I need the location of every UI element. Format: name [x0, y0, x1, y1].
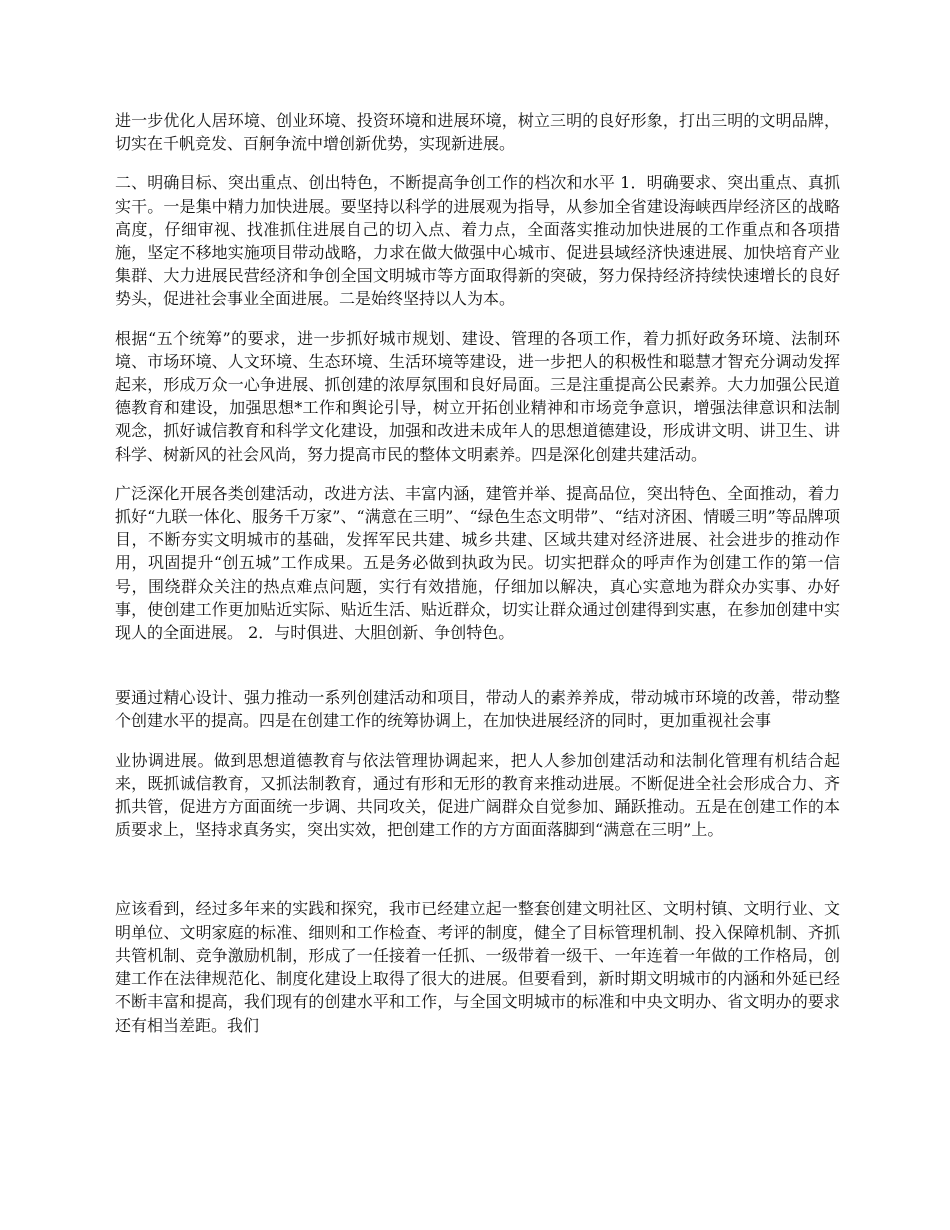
paragraph-6: 业协调进展。做到思想道德教育与依法管理协调起来，把人人参加创建活动和法制化管理有机结合起来，既抓诚信教育，又抓法制教育，通过有形和无形的教育来推动进展。不断促进全社会形成合力、齐抓共管，促进方方面面统一步调、共同攻关，促进广阔群众自觉参加、踊跃推动。五是在创建工作的本质要求上，坚持求真务实，突出实效，把创建工作的方方面面落脚到“满意在三明”上。 [115, 750, 840, 840]
paragraph-1: 进一步优化人居环境、创业环境、投资环境和进展环境，树立三明的良好形象，打出三明的文明品牌，切实在千帆竞发、百舸争流中增创新优势，实现新进展。 [115, 111, 840, 154]
paragraph-3: 根据“五个统筹”的要求，进一步抓好城市规划、建设、管理的各项工作，着力抓好政务环境、法制环境、市场环境、人文环境、生态环境、生活环境等建设，进一步把人的积极性和聪慧才智充分调动发挥起来，形成万众一心争进展、抓创建的浓厚氛围和良好局面。三是注重提高公民素养。大力加强公民道德教育和建设，加强思想*工作和舆论引导，树立开拓创业精神和市场竞争意识，增强法律意识和法制观念，抓好诚信教育和科学文化建设，加强和改进未成年人的思想道德建设，形成讲文明、讲卫生、讲科学、树新风的社会风尚，努力提高市民的整体文明素养。四是深化创建共建活动。 [115, 328, 840, 464]
paragraph-7: 应该看到，经过多年来的实践和探究，我市已经建立起一整套创建文明社区、文明村镇、文明行业、文明单位、文明家庭的标准、细则和工作检查、考评的制度，健全了目标管理机制、投入保障机制、齐抓共管机制、竞争激励机制，形成了一任接着一任抓、一级带着一级干、一年连着一年做的工作格局，创建工作在法律规范化、制度化建设上取得了很大的进展。但要看到，新时期文明城市的内涵和外延已经不断丰富和提高，我们现有的创建水平和工作，与全国文明城市的标准和中央文明办、省文明办的要求还有相当差距。我们 [115, 899, 840, 1035]
paragraph-4: 广泛深化开展各类创建活动，改进方法、丰富内涵，建管并举、提高品位，突出特色、全面推动，着力抓好“九联一体化、服务千万家”、“满意在三明”、“绿色生态文明带”、“结对济困、情暖三明”等品牌项目，不断夯实文明城市的基础，发挥军民共建、城乡共建、区域共建对经济进展、社会进步的推动作用，巩固提升“创五城”工作成果。五是务必做到执政为民。切实把群众的呼声作为创建工作的第一信号，围绕群众关注的热点难点问题，实行有效措施，仔细加以解决，真心实意地为群众办实事、办好事，使创建工作更加贴近实际、贴近生活、贴近群众，切实让群众通过创建得到实惠，在参加创建中实现人的全面进展。 2．与时俱进、大胆创新、争创特色。 [115, 483, 840, 643]
paragraph-5: 要通过精心设计、强力推动一系列创建活动和项目，带动人的素养养成，带动城市环境的改善，带动整个创建水平的提高。四是在创建工作的统筹协调上，在加快进展经济的同时，更加重视社会事 [115, 688, 840, 731]
paragraph-2: 二、明确目标、突出重点、创出特色，不断提高争创工作的档次和水平 1．明确要求、突出重点、真抓实干。一是集中精力加快进展。要坚持以科学的进展观为指导，从参加全省建设海峡西岸经济区的战略高度，仔细审视、找准抓住进展自己的切入点、着力点，全面落实推动加快进展的工作重点和各项措施，坚定不移地实施项目带动战略，力求在做大做强中心城市、促进县域经济快速进展、加快培育产业集群、大力进展民营经济和争创全国文明城市等方面取得新的突破，努力保持经济持续快速增长的良好势头，促进社会事业全面进展。二是始终坚持以人为本。 [115, 173, 840, 309]
document-body [115, 109, 840, 1053]
